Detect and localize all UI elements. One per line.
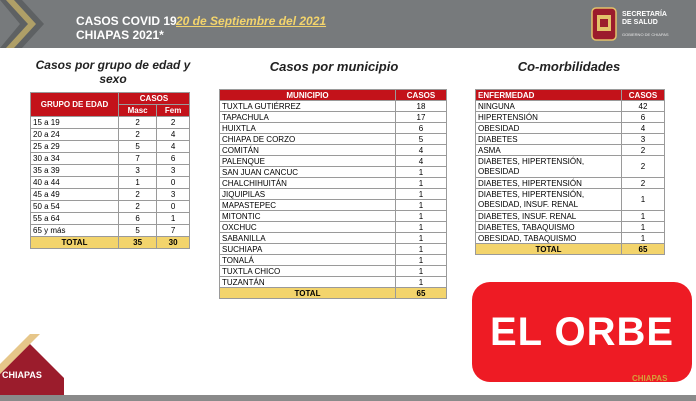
- table-row: OBESIDAD, TABAQUISMO 1: [476, 233, 665, 244]
- table-row: OXCHUC 1: [220, 222, 447, 233]
- col-header-municipality: MUNICIPIO: [220, 90, 396, 101]
- header-subtitle: CHIAPAS 2021*: [76, 28, 164, 42]
- table-row: DIABETES, TABAQUISMO 1: [476, 222, 665, 233]
- table-row: 25 a 29 5 4: [31, 141, 190, 153]
- table-row: HUIXTLA 6: [220, 123, 447, 134]
- table-row: CHIAPA DE CORZO 5: [220, 134, 447, 145]
- header-date: 20 de Septiembre del 2021: [176, 14, 327, 28]
- total-row: TOTAL 65: [220, 288, 447, 299]
- table-row: DIABETES, INSUF. RENAL 1: [476, 211, 665, 222]
- municipality-table: [219, 89, 447, 299]
- seal-icon: [590, 6, 618, 42]
- col-header-male: Masc: [119, 105, 157, 117]
- table-row: PALENQUE 4: [220, 156, 447, 167]
- secretaria-salud-logo: [590, 6, 690, 44]
- table-row: COMITÁN 4: [220, 145, 447, 156]
- table-row: TUXTLA GUTIÉRREZ 18: [220, 101, 447, 112]
- age-section-title: Casos por grupo de edad y sexo: [35, 58, 191, 86]
- municipality-section-title: Casos por municipio: [269, 59, 399, 74]
- table-row: 40 a 44 1 0: [31, 177, 190, 189]
- table-row: DIABETES, HIPERTENSIÓN 2: [476, 178, 665, 189]
- table-row: HIPERTENSIÓN 6: [476, 112, 665, 123]
- total-row: TOTAL 65: [476, 244, 665, 255]
- table-row: 65 y más 5 7: [31, 225, 190, 237]
- table-row: NINGUNA 42: [476, 101, 665, 112]
- col-header-disease: ENFERMEDAD: [476, 90, 622, 101]
- footer-chiapas-logo: CHIAPAS: [2, 370, 42, 380]
- col-header-cases: CASOS: [119, 93, 190, 105]
- col-header-female: Fem: [157, 105, 190, 117]
- table-row: 35 a 39 3 3: [31, 165, 190, 177]
- table-row: TAPACHULA 17: [220, 112, 447, 123]
- table-row: 50 a 54 2 0: [31, 201, 190, 213]
- table-row: 45 a 49 2 3: [31, 189, 190, 201]
- table-row: OBESIDAD 4: [476, 123, 665, 134]
- col-header-cases: CASOS: [622, 90, 665, 101]
- table-row: DIABETES, HIPERTENSIÓN, OBESIDAD 2: [476, 156, 665, 178]
- logo-subtext: GOBIERNO DE CHIAPAS: [622, 32, 669, 37]
- table-row: MITONTIC 1: [220, 211, 447, 222]
- table-row: DIABETES 3: [476, 134, 665, 145]
- comorbidities-section-title: Co-morbilidades: [517, 59, 621, 74]
- table-row: SUCHIAPA 1: [220, 244, 447, 255]
- table-row: TUZANTÁN 1: [220, 277, 447, 288]
- table-row: 20 a 24 2 4: [31, 129, 190, 141]
- table-row: 15 a 19 2 2: [31, 117, 190, 129]
- table-row: TONALÁ 1: [220, 255, 447, 266]
- total-row: TOTAL 35 30: [31, 237, 190, 249]
- age-table: [30, 92, 190, 249]
- table-row: ASMA 2: [476, 145, 665, 156]
- logo-text: SECRETARÍA DE SALUD: [622, 11, 667, 26]
- header-banner: [0, 0, 696, 48]
- table-row: 30 a 34 7 6: [31, 153, 190, 165]
- table-row: SAN JUAN CANCUC 1: [220, 167, 447, 178]
- chevron-decoration-icon: [0, 0, 44, 48]
- col-header-cases: CASOS: [396, 90, 447, 101]
- footer-left-decoration-icon: [0, 334, 64, 401]
- table-row: TUXTLA CHICO 1: [220, 266, 447, 277]
- el-orbe-watermark-text: EL ORBE: [489, 310, 675, 354]
- bottom-bar: [0, 395, 696, 401]
- table-row: 55 a 64 6 1: [31, 213, 190, 225]
- table-row: CHALCHIHUITÁN 1: [220, 178, 447, 189]
- footer-chiapas-mark: CHIAPAS: [632, 374, 668, 383]
- table-row: MAPASTEPEC 1: [220, 200, 447, 211]
- header-title: CASOS COVID 19: [76, 14, 177, 28]
- table-row: DIABETES, HIPERTENSIÓN, OBESIDAD, INSUF. RENAL 1: [476, 189, 665, 211]
- table-row: SABANILLA 1: [220, 233, 447, 244]
- comorbidities-table: [475, 89, 665, 255]
- table-row: JIQUIPILAS 1: [220, 189, 447, 200]
- col-header-group: GRUPO DE EDAD: [31, 93, 119, 117]
